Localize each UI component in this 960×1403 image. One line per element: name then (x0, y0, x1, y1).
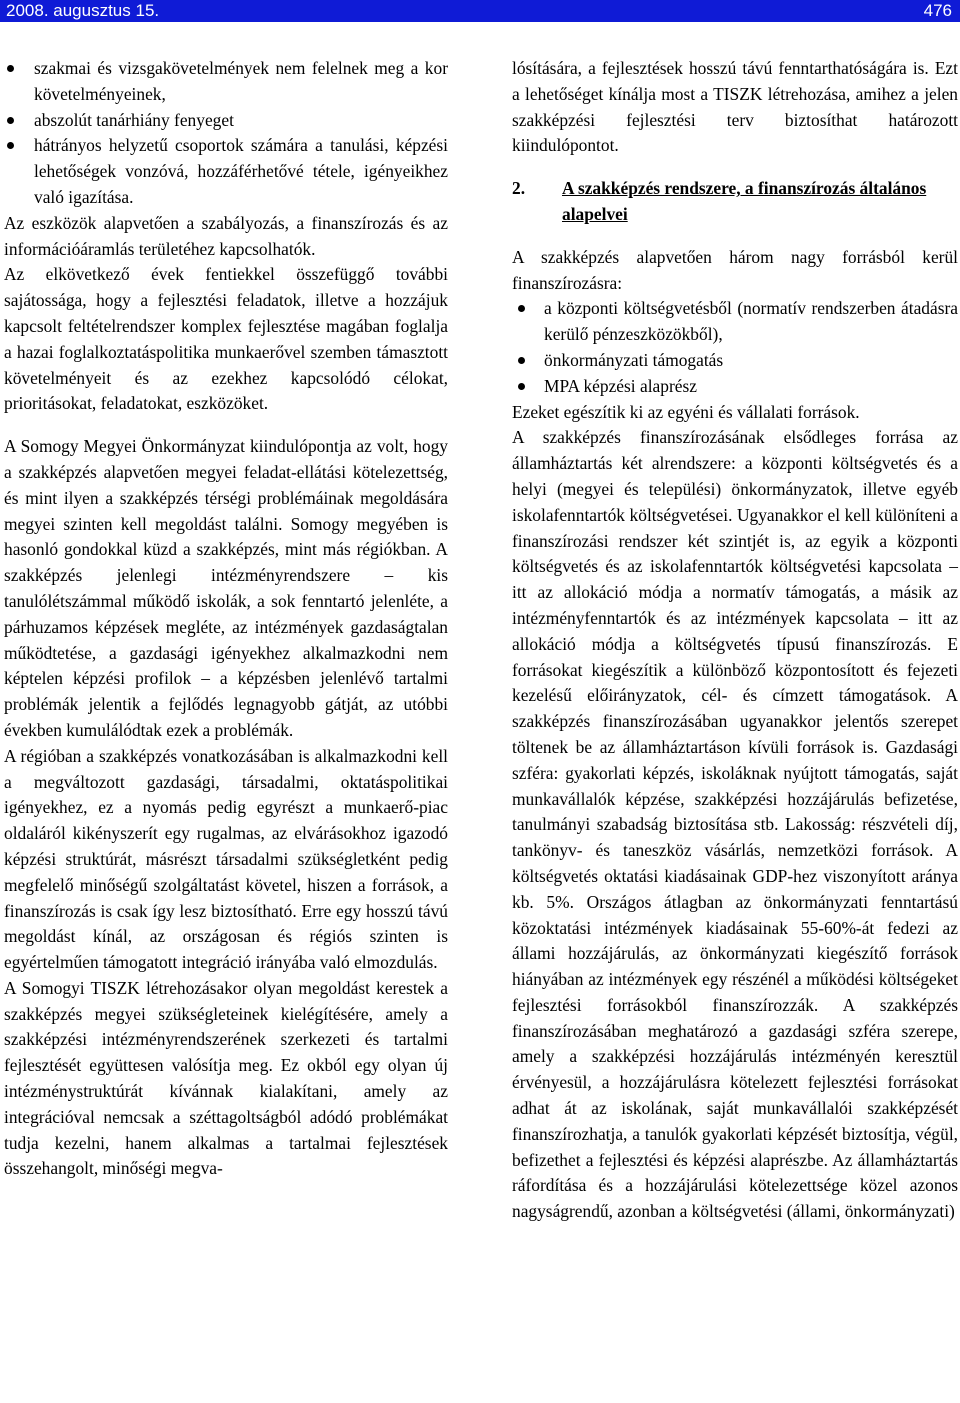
list-item (512, 296, 958, 348)
section-number: 2. (512, 178, 526, 199)
list-item-text: MPA képzési alaprész (544, 375, 697, 396)
left-column (4, 56, 448, 1182)
list-item-text: szakmai és vizsgakövetelmények nem felelnek meg a kor követelményeinek, (34, 58, 448, 104)
list-item (4, 133, 448, 210)
bullet-icon (518, 357, 525, 364)
section-title: A szakképzés rendszere, a finanszírozás általános alapelvei (562, 178, 927, 224)
paragraph: Az elkövetkező évek fentiekkel összefüggő további sajátossága, hogy a fejlesztési feladatok, illetve a hozzájuk kapcsolt feltételrendszer komplex fejlesztése magában foglalja a hazai foglalkoztatáspolitika munkaerővel szemben támasztott követelményeit és az ezekhez kapcsolódó célokat, prioritásokat, feladatokat, eszközöket. (4, 264, 448, 414)
list-item (512, 374, 958, 400)
section-heading (512, 176, 958, 228)
paragraph: A szakképzés alapvetően három nagy forrásból kerül finanszírozásra: (512, 246, 958, 293)
right-column (512, 56, 958, 1225)
list-item (512, 348, 958, 374)
paragraph: Ezeket egészítik ki az egyéni és vállalati források. (512, 401, 860, 422)
paragraph: A szakképzés finanszírozásának elsődleges forrása az államháztartás két alrendszere: a központi költségvetés és a helyi (megyei és települési) önkormányzatok, illetve egyéb iskolafenntartók költségvetései. Ugyanakkor el kell különíteni a finanszírozási rendszer két szintjét is, az egyik a központi költségvetés és az iskolafenntartók költségvetési kapcsolata – itt az allokáció módja a normatív támogatás, a másik az intézményfenntartók és az intézmények kapcsolata – itt az allokáció módja a költségvetés típusú finanszírozás. E forrásokat kiegészítik a különböző központosított és fejezeti kezelésű előirányzatok, cél- és címzett támogatások. A szakképzés finanszírozásában ugyanakkor jelentős szerepet töltenek be az államháztartáson kívüli források is. Gazdasági szféra: gyakorlati képzés, iskoláknak nyújtott támogatás, saját munkavállalók képzése, szakképzési hozzájárulás befizetése, tanulmányi szabadság biztosítása stb. Lakosság: részvételi díj, tankönyv- és taneszköz vásárlás, nemzetközi források. A költségvetés oktatási kiadásainak GDP-hez viszonyított aránya kb. 5%. Országos átlagban az önkormányzati fenntartású közoktatási intézmények kiadásainak 55-60%-át fedezi az állami hozzájárulás, az önkormányzati kiegészítő források hiányában az intézmények egy részénél a működési költségeket fejlesztési forrásokból finanszírozzák. A szakképzés finanszírozásában meghatározó a gazdasági szféra szerepe, amely a szakképzési hozzájárulás intézményén keresztül érvényesül, a hozzájárulásra kötelezett fejlesztési forrásokat adhat át az iskolának, saját munkavállalói szakképzését finanszírozhatja, a tanulók gyakorlati képzését biztosítja, végül, befizethet a fejlesztési és képzési alaprészbe. Az államháztartás ráfordítása és a hozzájárulási kötelezettsége közel azonos nagyságrendű, azonban a költségvetési (állami, önkormányzati) (512, 427, 958, 1222)
paragraph: A Somogyi TISZK létrehozásakor olyan megoldást kerestek a szakképzés megyei szükségleteinek kielégítésére, amely a szakképzési intézményrendszerének szerkezeti és tartalmi fejlesztését együttesen valósítja meg. Ez okból egy olyan új intézménystruktúrát kívánnak kialakítani, amely az integrációval nemcsak a széttagoltságból adódó problémákat tudja kezelni, hanem alkalmas a tartalmai fejlesztések összehangolt, minőségi megva- (4, 977, 448, 1179)
list-item-text: a központi költségvetésből (normatív rendszerben átadásra kerülő pénzeszközökből), (544, 298, 958, 345)
header-date: 2008. augusztus 15. (6, 1, 160, 20)
list-item-text: önkormányzati támogatás (544, 349, 724, 370)
right-bullet-list (512, 296, 958, 399)
bullet-icon (7, 117, 14, 124)
list-item (4, 108, 448, 134)
paragraph: A régióban a szakképzés vonatkozásában is alkalmazkodni kell a megváltozott gazdasági, társadalmi, oktatáspolitikai igényekhez, ez a nyomás pedig egyrészt a munkaerő-piac oldaláról kikényszerít egy rugalmas, az elvárásokhoz igazodó képzési struktúrát, másrészt társadalmi szükségletként pedig megfelelő minőségű szolgáltatást követel, hiszen a források, a finanszírozás is csak így lesz biztosítható. Erre egy hosszú távú megoldást kínál, az országosan és régiós szinten is egyértelműen támogatott integráció irányába való elmozdulás. (4, 745, 448, 973)
paragraph: A Somogy Megyei Önkormányzat kiindulópontja az volt, hogy a szakképzés alapvetően megyei feladat-ellátási kötelezettség, és mint ilyen a szakképzés térségi problémáinak megoldására megyei szinten kell megoldást találni. Somogy megyében is hasonló gondokkal küzd a szakképzés, mint más régiókban. A szakképzés jelenlegi intézményrendszere – kis tanulólétszámmal működő iskolák, a sok fenntartó jelenléte, a párhuzamos képzések megléte, az intézmények gazdaságtalan működtetése, a gazdasági igényekhez alkalmazkodni nem képtelen képzési profilok – a képzésben jelenlévő tartalmi problémák jelentik a fejlődés legnagyobb gátját, az utóbbi években kumulálódtak ezek a problémák. (4, 436, 448, 740)
bullet-icon (7, 142, 14, 149)
paragraph: lósítására, a fejlesztések hosszú távú fenntarthatóságára is. Ezt a lehetőséget kínálja most a TISZK létrehozása, amihez a jelen szakképzési fejlesztési terv biztosíthat határozott kiindulópontot. (512, 58, 958, 156)
bullet-icon (518, 383, 525, 390)
paragraph: Az eszközök alapvetően a szabályozás, a finanszírozás és az információáramlás területéhez kapcsolhatók. (4, 212, 448, 259)
page-header (0, 0, 960, 22)
bullet-icon (7, 65, 14, 72)
list-item-text: hátrányos helyzetű csoportok számára a tanulási, képzési lehetőségek vonzóvá, hozzáférhetővé tétele, igényeikhez való igazítása. (34, 135, 448, 207)
page-number: 476 (923, 1, 952, 20)
bullet-icon (518, 305, 525, 312)
left-bullet-list (4, 56, 448, 211)
list-item-text: abszolút tanárhiány fenyeget (34, 109, 234, 130)
list-item (4, 56, 448, 108)
